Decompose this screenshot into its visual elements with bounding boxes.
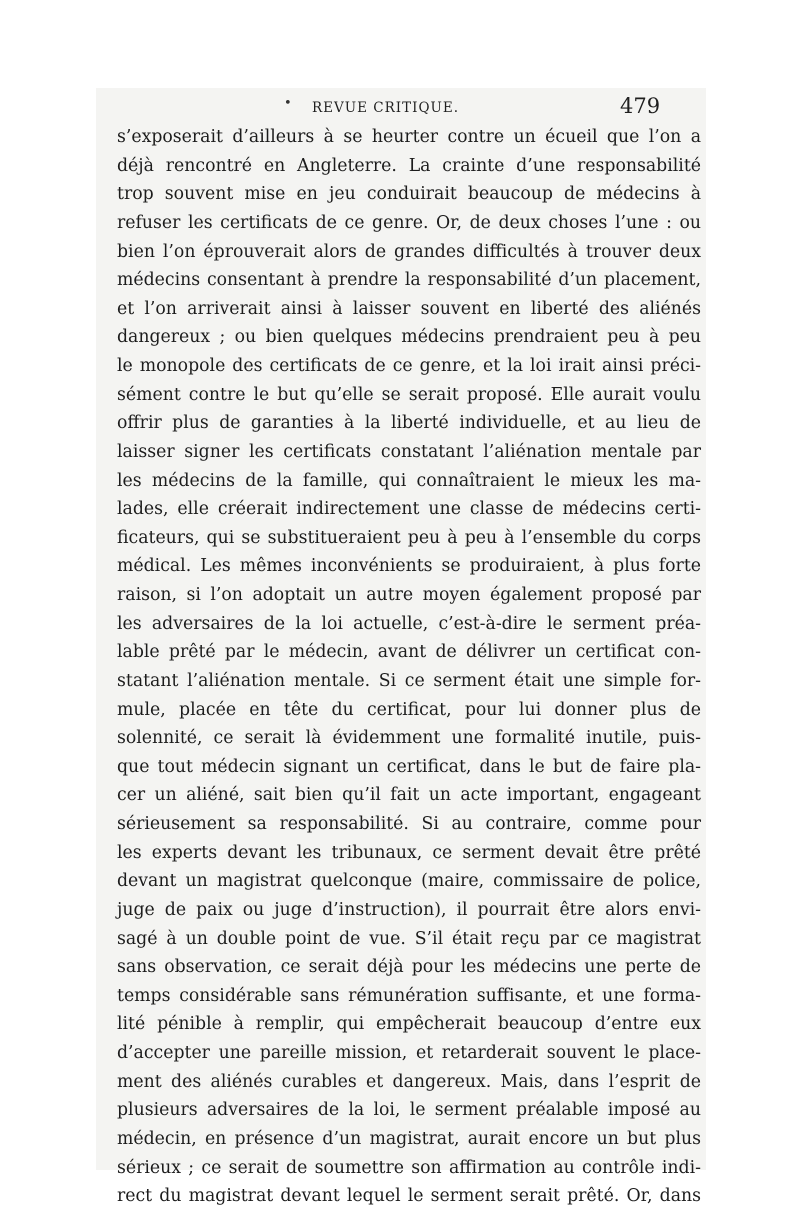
text-line: que tout médecin signant un certificat, dans le but de faire pla-	[117, 756, 701, 777]
text-line: les adversaires de la loi actuelle, c’est-à-dire le serment préa-	[117, 613, 701, 634]
text-line: refuser les certificats de ce genre. Or, de deux choses l’une : ou	[117, 212, 701, 233]
text-line: sans observation, ce serait déjà pour les médecins une perte de	[117, 957, 701, 978]
text-line: trop souvent mise en jeu conduirait beaucoup de médecins à	[117, 184, 701, 205]
text-line: lable prêté par le médecin, avant de délivrer un certificat con-	[117, 642, 701, 663]
header-bullet: •	[284, 96, 292, 111]
body-text	[117, 123, 701, 1211]
text-line: mule, placée en tête du certificat, pour lui donner plus de	[117, 699, 701, 720]
text-line: temps considérable sans rémunération suffisante, et une forma-	[117, 985, 701, 1006]
text-line: les médecins de la famille, qui connaîtraient le mieux les ma-	[117, 470, 701, 491]
text-line: solennité, ce serait là évidemment une formalité inutile, puis-	[117, 728, 701, 749]
text-line: raison, si l’on adoptait un autre moyen également proposé par	[117, 585, 701, 605]
text-line: d’accepter une pareille mission, et retarderait souvent le place-	[117, 1043, 701, 1063]
text-line: sément contre le but qu’elle se serait proposé. Elle aurait voulu	[117, 384, 701, 405]
text-line: le monopole des certificats de ce genre, et la loi irait ainsi préci-	[117, 356, 701, 376]
text-line: ficateurs, qui se substitueraient peu à peu à l’ensemble du corps	[117, 527, 701, 548]
text-line: bien l’on éprouverait alors de grandes difficultés à trouver deux	[117, 241, 701, 262]
text-line: s’exposerait d’ailleurs à se heurter contre un écueil que l’on a	[117, 127, 701, 147]
text-line: médecin, en présence d’un magistrat, aurait encore un but plus	[117, 1128, 701, 1149]
page-number: 479	[620, 94, 661, 118]
text-line: médecins consentant à prendre la responsabilité d’un placement,	[117, 270, 701, 291]
text-line: devant un magistrat quelconque (maire, commissaire de police,	[117, 871, 701, 892]
text-line: cer un aliéné, sait bien qu’il fait un acte important, engageant	[117, 785, 701, 806]
running-head: REVUE CRITIQUE.	[312, 100, 460, 116]
text-line: juge de paix ou juge d’instruction), il pourrait être alors envi-	[117, 899, 701, 920]
text-line: déjà rencontré en Angleterre. La crainte d’une responsabilité	[117, 155, 701, 176]
text-line: médical. Les mêmes inconvénients se produiraient, à plus forte	[117, 556, 701, 577]
text-line: laisser signer les certificats constatant l’aliénation mentale par	[117, 441, 701, 462]
text-line: statant l’aliénation mentale. Si ce serment était une simple for-	[117, 670, 701, 691]
text-line: plusieurs adversaires de la loi, le serment préalable imposé au	[117, 1100, 701, 1121]
text-line: et l’on arriverait ainsi à laisser souvent en liberté des aliénés	[117, 298, 701, 319]
text-line: rect du magistrat devant lequel le serment serait prêté. Or, dans	[117, 1186, 701, 1207]
text-line: sagé à un double point de vue. S’il était reçu par ce magistrat	[117, 928, 701, 949]
text-line: les experts devant les tribunaux, ce serment devait être prêté	[117, 842, 701, 863]
text-line: offrir plus de garanties à la liberté individuelle, et au lieu de	[117, 413, 701, 434]
text-line: sérieux ; ce serait de soumettre son affirmation au contrôle indi-	[117, 1157, 701, 1178]
text-line: dangereux ; ou bien quelques médecins prendraient peu à peu	[117, 327, 701, 348]
text-line: lades, elle créerait indirectement une classe de médecins certi-	[117, 499, 701, 520]
text-line: sérieusement sa responsabilité. Si au contraire, comme pour	[117, 814, 701, 834]
text-line: ment des aliénés curables et dangereux. Mais, dans l’esprit de	[117, 1071, 701, 1092]
text-line: lité pénible à remplir, qui empêcherait beaucoup d’entre eux	[117, 1014, 701, 1035]
